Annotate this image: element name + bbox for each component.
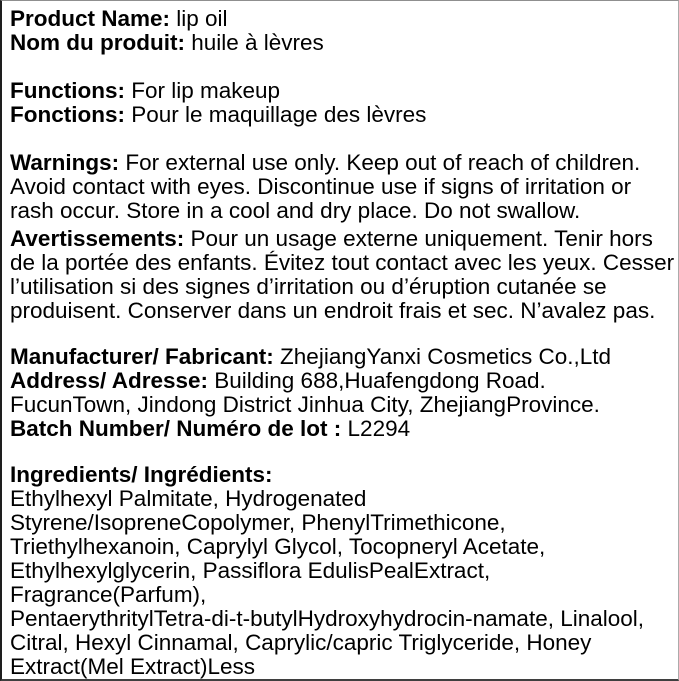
warnings-label: Warnings: xyxy=(10,150,120,175)
address-line-1 xyxy=(10,369,678,393)
manufacturer-line xyxy=(10,345,678,369)
warnings-fr-line-4: produisent. Conserver dans un endroit frais et sec. N’avalez pas. xyxy=(10,298,656,323)
warnings-text-1: For external use only. Keep out of reach of children. xyxy=(119,150,641,175)
ingredients-line-7: Citral, Hexyl Cinnamal, Caprylic/capric Triglyceride, Honey xyxy=(10,630,592,655)
manufacturer-label: Manufacturer/ Fabricant: xyxy=(10,344,274,369)
functions-en-label: Functions: xyxy=(10,78,125,103)
product-name-en xyxy=(10,7,678,31)
batch-number-line xyxy=(10,417,678,441)
warnings-fr-line-3: l’utilisation si des signes d’irritation ou d’éruption cutanée se xyxy=(10,274,607,299)
ingredients-line-6: PentaerythritylTetra-di-t-butylHydroxyhydrocin-namate, Linalool, xyxy=(10,606,645,631)
ingredients-label: Ingredients/ Ingrédients: xyxy=(10,462,273,487)
manufacturer-value: ZhejiangYanxi Cosmetics Co.,Ltd xyxy=(273,344,612,369)
ingredients-line-4: Ethylhexylglycerin, Passiflora EdulisPealExtract, xyxy=(10,558,491,583)
warnings-line-1 xyxy=(10,151,678,175)
warnings-fr-text-1: Pour un usage externe uniquement. Tenir hors xyxy=(184,226,653,251)
manufacturer-section xyxy=(10,345,678,441)
ingredients-section xyxy=(10,463,678,679)
ingredients-line-5: Fragrance(Parfum), xyxy=(10,582,207,607)
product-name-fr-label: Nom du produit: xyxy=(10,30,185,55)
warnings-section xyxy=(10,151,678,223)
functions-fr xyxy=(10,103,678,127)
ingredients-line-1: Ethylhexyl Palmitate, Hydrogenated xyxy=(10,486,367,511)
warnings-line-3: rash occur. Store in a cool and dry place. Do not swallow. xyxy=(10,198,581,223)
product-name-section xyxy=(10,7,678,55)
warnings-fr-line-1 xyxy=(10,227,678,251)
batch-number-value: L2294 xyxy=(341,416,411,441)
product-name-fr-value: huile à lèvres xyxy=(184,30,324,55)
ingredients-line-3: Triethylhexanoin, Caprylyl Glycol, Tocopneryl Acetate, xyxy=(10,534,546,559)
batch-number-label: Batch Number/ Numéro de lot : xyxy=(10,416,342,441)
functions-en xyxy=(10,79,678,103)
product-name-fr xyxy=(10,31,678,55)
functions-en-value: For lip makeup xyxy=(124,78,281,103)
product-name-en-label: Product Name: xyxy=(10,6,171,31)
address-label: Address/ Adresse: xyxy=(10,368,208,393)
functions-fr-value: Pour le maquillage des lèvres xyxy=(124,102,427,127)
warnings-fr-label: Avertissements: xyxy=(10,226,185,251)
functions-section xyxy=(10,79,678,127)
functions-fr-label: Fonctions: xyxy=(10,102,125,127)
ingredients-line-8: Extract(Mel Extract)Less xyxy=(10,654,256,679)
warnings-line-2: Avoid contact with eyes. Discontinue use if signs of irritation or xyxy=(10,174,632,199)
warnings-fr-line-2: de la portée des enfants. Évitez tout contact avec les yeux. Cesser xyxy=(10,250,675,275)
address-line-2: FucunTown, Jindong District Jinhua City, ZhejiangProvince. xyxy=(10,392,600,417)
product-name-en-value: lip oil xyxy=(170,6,228,31)
address-value-1: Building 688,Huafengdong Road. xyxy=(208,368,546,393)
ingredients-line-2: Styrene/IsopreneCopolymer, PhenylTrimethicone, xyxy=(10,510,506,535)
warnings-fr-section xyxy=(10,227,678,323)
